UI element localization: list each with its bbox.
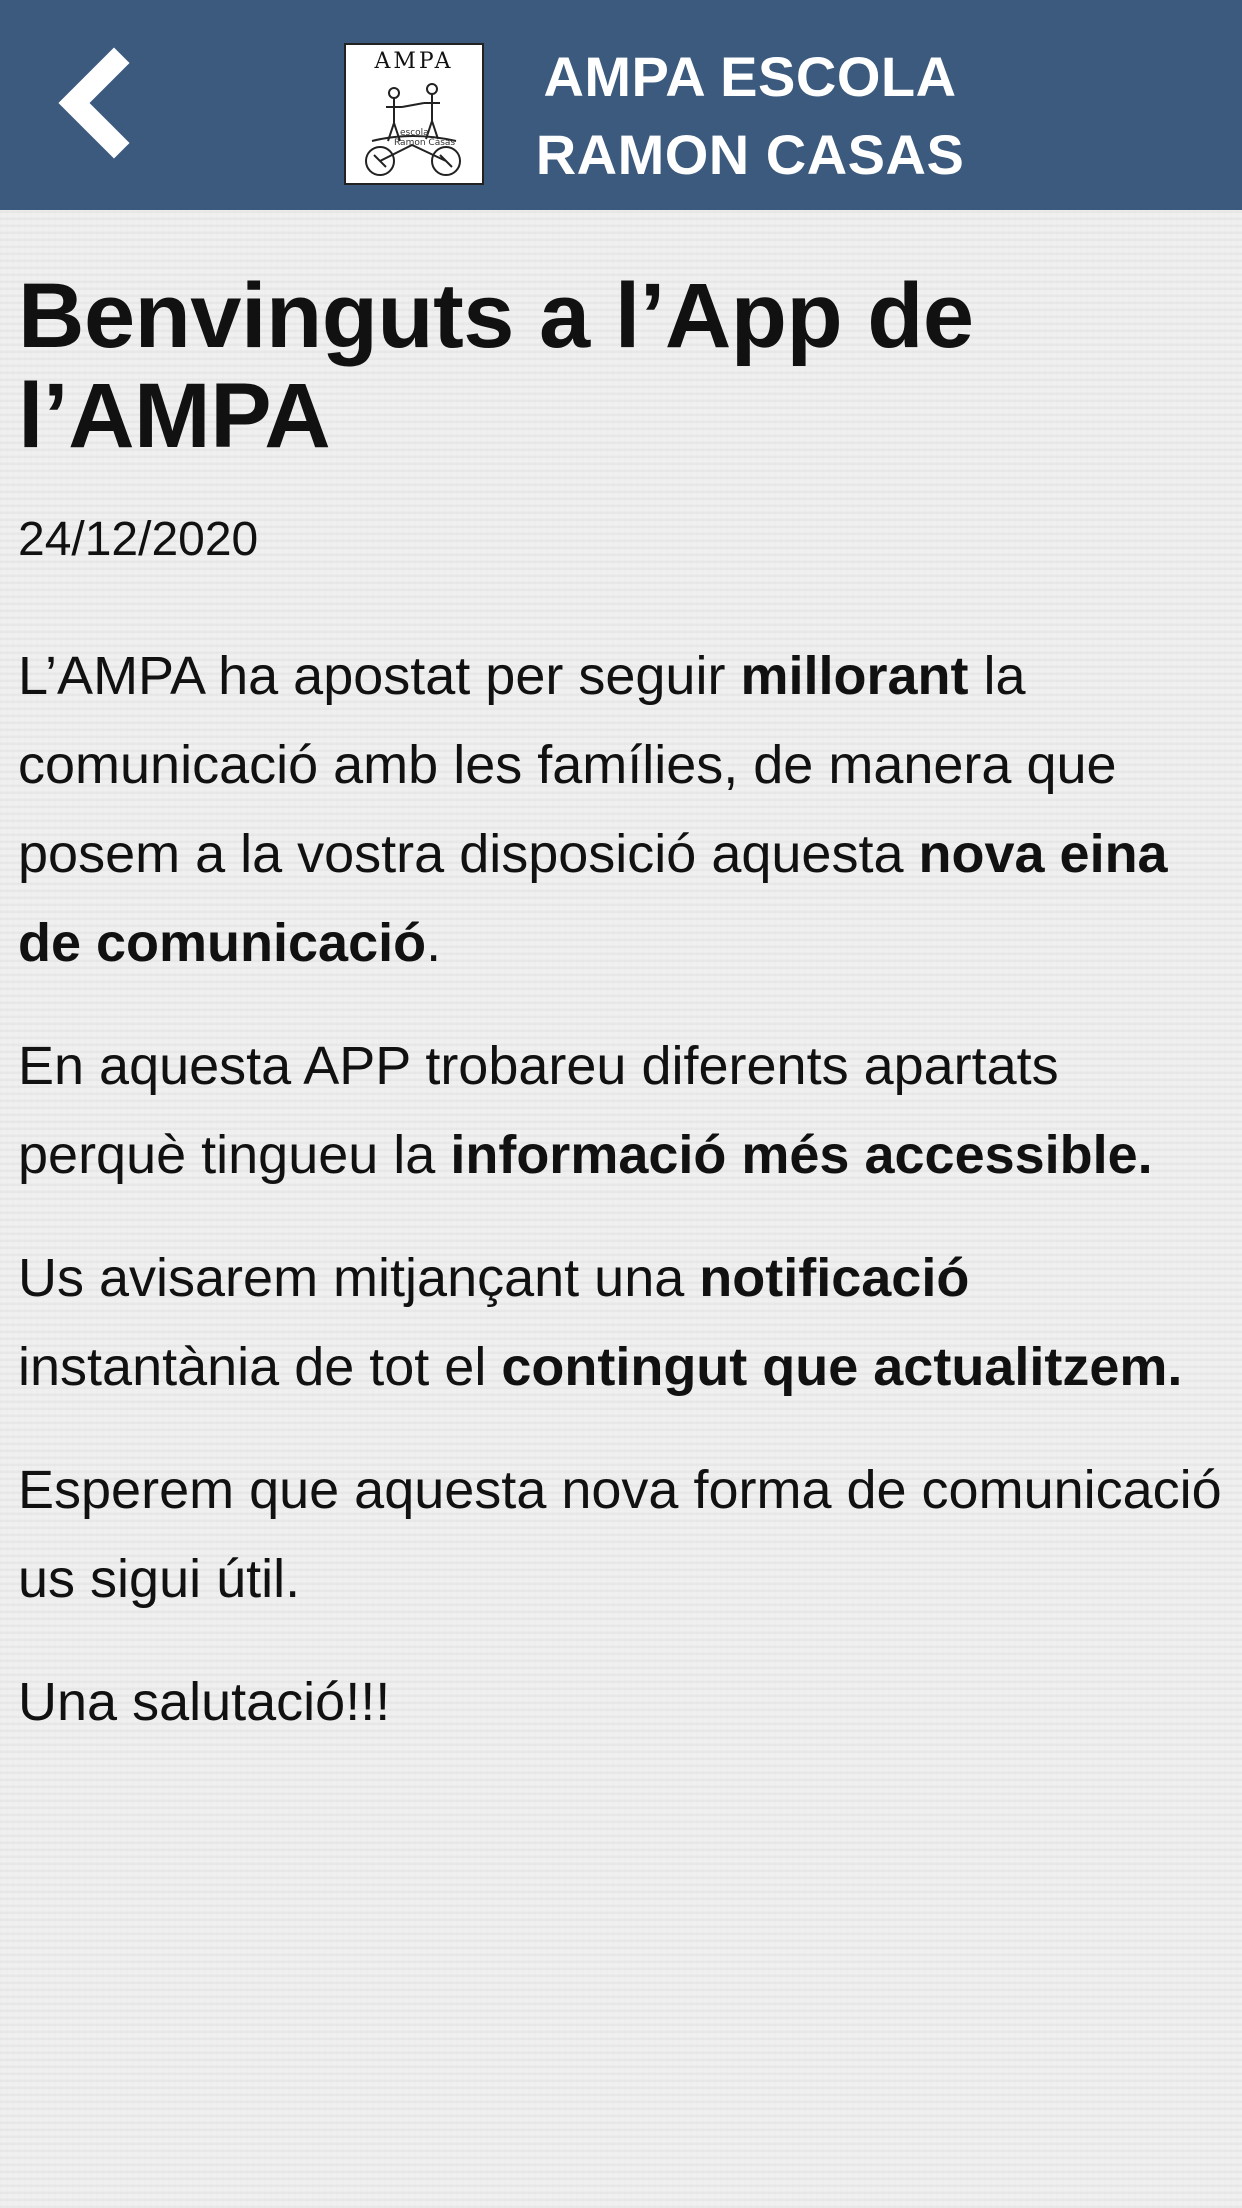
svg-text:Ramon Casas: Ramon Casas bbox=[394, 138, 456, 148]
paragraph-text: instantània de tot el bbox=[18, 1337, 502, 1397]
post-title-line-2: l’AMPA bbox=[18, 365, 331, 467]
post-title bbox=[18, 266, 1228, 466]
school-logo bbox=[344, 43, 484, 185]
post-body bbox=[18, 632, 1228, 1747]
back-button[interactable] bbox=[40, 45, 150, 160]
paragraph-text: . bbox=[426, 913, 442, 973]
paragraph-2 bbox=[18, 1022, 1228, 1200]
paragraph-bold-text: millorant bbox=[740, 646, 969, 706]
post-date: 24/12/2020 bbox=[18, 513, 259, 566]
paragraph-text: L’AMPA ha apostat per seguir bbox=[18, 646, 741, 706]
paragraph-3 bbox=[18, 1234, 1228, 1412]
paragraph-1 bbox=[18, 632, 1228, 988]
paragraph-bold-text: informació més accessible. bbox=[450, 1125, 1153, 1185]
paragraph-5 bbox=[18, 1658, 1228, 1747]
paragraph-4 bbox=[18, 1446, 1228, 1624]
paragraph-text: Us avisarem mitjançant una bbox=[18, 1248, 700, 1308]
post-title-line-1: Benvinguts a l’App de bbox=[18, 265, 974, 367]
paragraph-bold-text: contingut que actualitzem. bbox=[501, 1337, 1183, 1397]
app-header bbox=[0, 0, 1242, 210]
app-title bbox=[520, 38, 980, 194]
post-content bbox=[18, 210, 1228, 1781]
paragraph-bold-text: notificació bbox=[699, 1248, 970, 1308]
chevron-left-icon bbox=[40, 45, 150, 160]
paragraph-text: Esperem que aquesta nova forma de comunicació us sigui útil. bbox=[18, 1460, 1222, 1609]
logo-text: AMPA bbox=[374, 49, 454, 74]
paragraph-text: En aquesta APP trobareu diferents apartats perquè tingueu la bbox=[18, 1036, 1059, 1185]
paragraph-bold-text: nova eina de comunicació bbox=[18, 824, 1168, 973]
paragraph-text: la comunicació amb les famílies, de manera que posem a la vostra disposició aquesta bbox=[18, 646, 1117, 884]
svg-text:escola: escola bbox=[400, 128, 429, 138]
app-title-line-1: AMPA ESCOLA bbox=[543, 45, 957, 108]
paragraph-text: Una salutació!!! bbox=[18, 1672, 391, 1732]
app-title-line-2: RAMON CASAS bbox=[535, 123, 965, 186]
